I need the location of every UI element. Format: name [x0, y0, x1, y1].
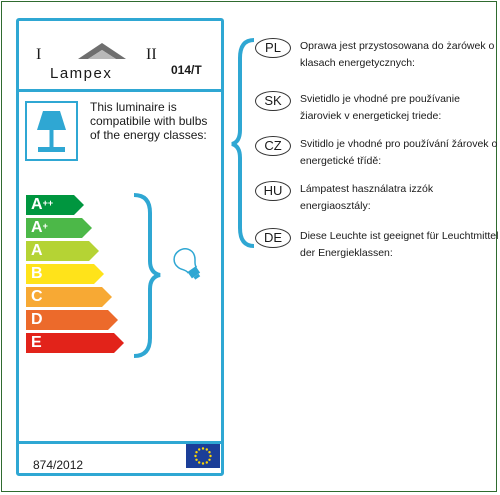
energy-class-e: [26, 333, 126, 353]
language-code-badge: CZ: [255, 136, 291, 156]
lamp-icon-box: [25, 101, 78, 161]
brand-logo-text: Lampex: [50, 65, 113, 82]
language-text: Diese Leuchte ist geeignet für Leuchtmittel der Energieklassen:: [300, 230, 499, 259]
language-text: Oprawa jest przystosowana do żarówek o klasach energetycznych:: [300, 40, 495, 69]
top-divider: [19, 89, 221, 92]
energy-class-b: [26, 264, 106, 284]
compatibility-text: This luminaire is compatibile with bulbs of the energy classes:: [90, 100, 208, 142]
language-code-badge: HU: [255, 181, 291, 201]
class-letter: C: [31, 288, 43, 305]
class-letter: A: [31, 242, 43, 259]
bulb-icon: [172, 245, 204, 283]
lampex-roof-logo: [76, 42, 128, 60]
classes-brace-icon: [132, 193, 162, 358]
class-letter: B: [31, 265, 43, 282]
class-letter: D: [31, 311, 43, 328]
class-superscript: +: [42, 221, 48, 231]
language-code-badge: PL: [255, 38, 291, 58]
lamp-icon: [27, 103, 76, 159]
roman-numeral-two: II: [146, 46, 157, 63]
energy-label: [16, 18, 224, 476]
class-letter: A: [31, 196, 43, 213]
energy-class-a: [26, 241, 101, 261]
regulation-number: 874/2012: [33, 458, 84, 472]
eu-flag-icon: [186, 444, 220, 468]
energy-class-c: [26, 287, 114, 307]
energy-class-d: [26, 310, 120, 330]
language-text: Svietidlo je vhodné pre používanie žiaroviek v energetickej triede:: [300, 93, 460, 122]
energy-class-a-plus-plus: [26, 195, 86, 215]
language-text: Lámpatest használatra izzók energiaosztály:: [300, 183, 434, 212]
class-letter: A: [31, 219, 43, 236]
language-code-badge: SK: [255, 91, 291, 111]
energy-class-a-plus: [26, 218, 96, 238]
class-letter: E: [31, 334, 42, 351]
model-number: 014/T: [171, 63, 202, 77]
class-superscript: ++: [42, 198, 54, 208]
language-text: Svitidlo je vhodné pro používání žárovek o energetické třídě:: [300, 138, 498, 167]
languages-brace-icon: [230, 38, 256, 248]
roman-numeral-one: I: [36, 46, 42, 63]
language-code-badge: DE: [255, 228, 291, 248]
